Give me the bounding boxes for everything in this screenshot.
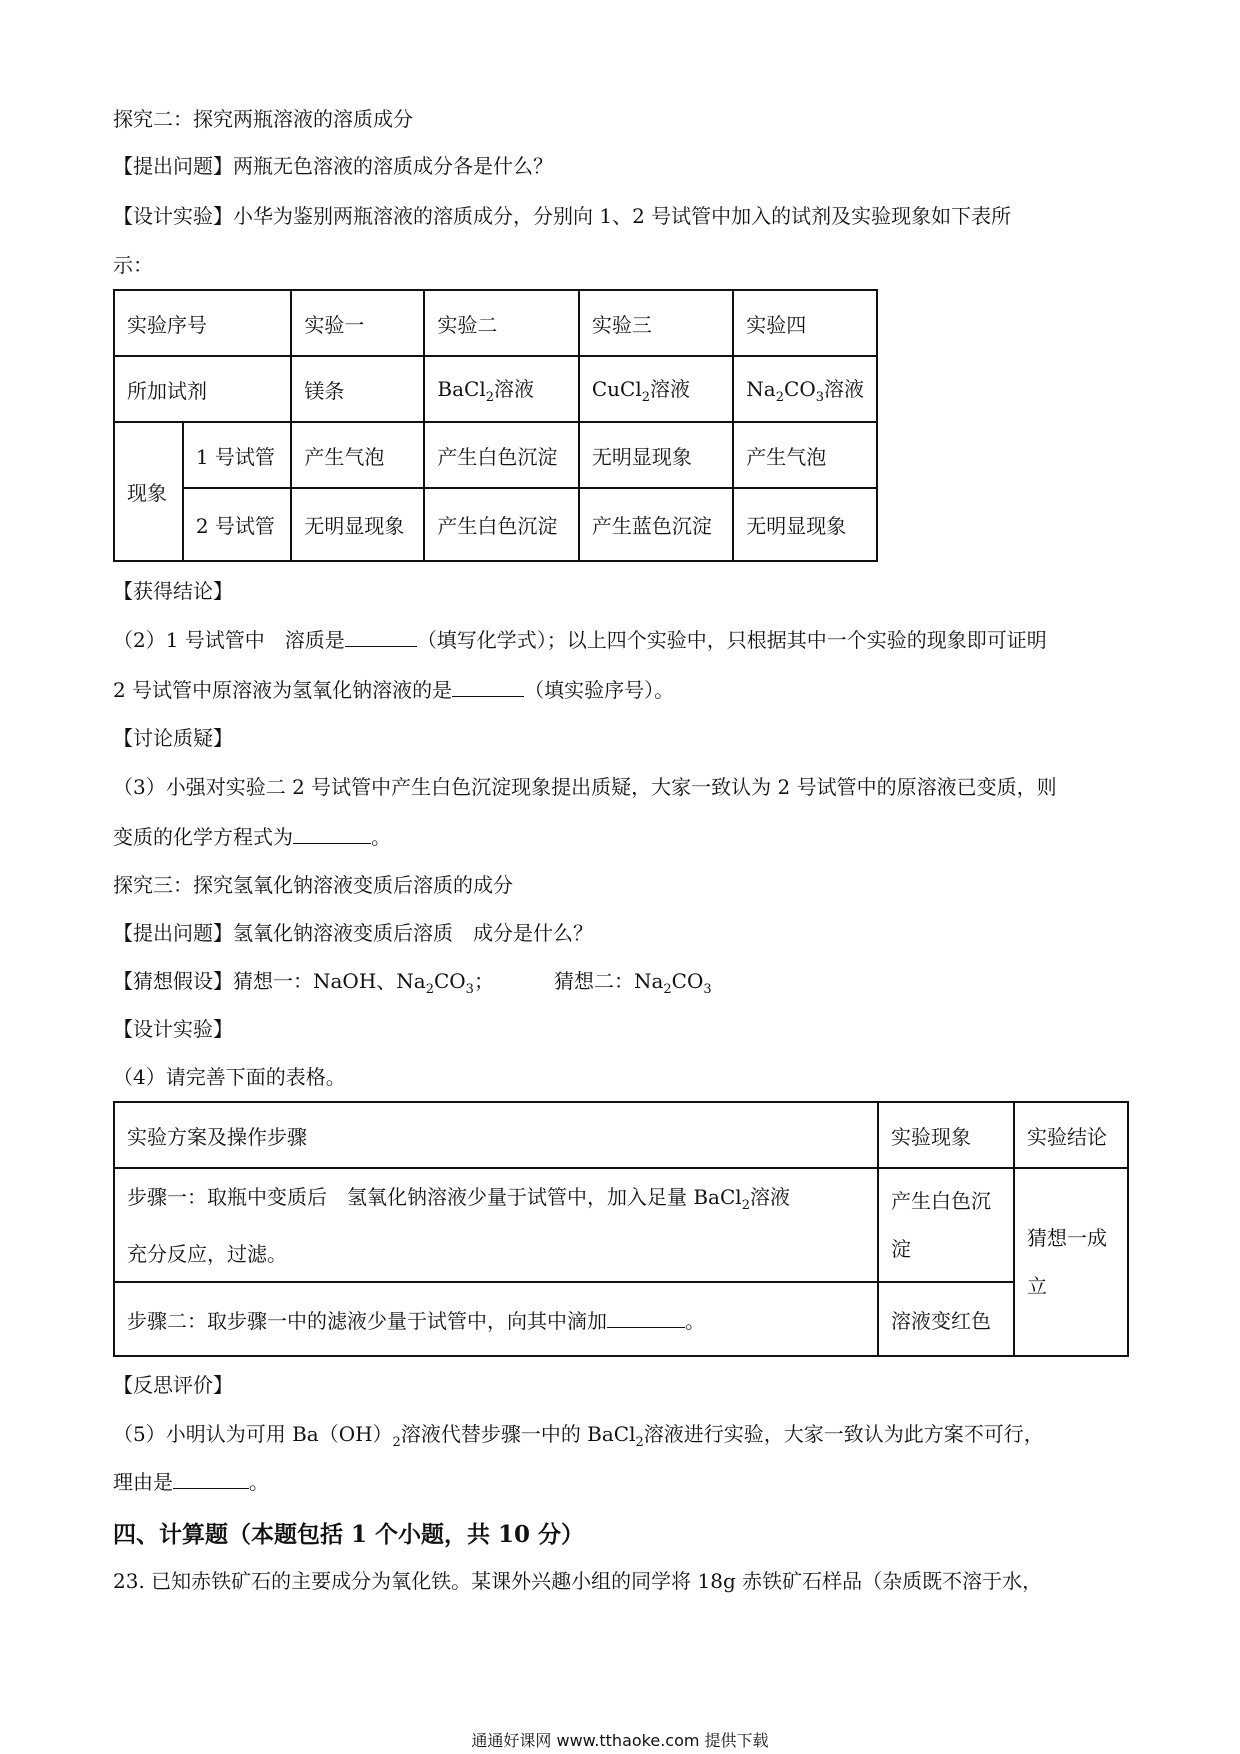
table-cell: 所加试剂 (114, 356, 291, 422)
question-3: （3）小强对实验二 2 号试管中产生白色沉淀现象提出质疑，大家一致认为 2 号试管中的原溶液已变质，则 (113, 775, 1057, 799)
answer-blank[interactable] (293, 825, 371, 844)
table-cell: $Na_2CO_3$溶液 (733, 356, 877, 422)
table-cell: 步骤二：取步骤一中的滤液少量于试管中，向其中滴加 。 (114, 1282, 878, 1356)
answer-blank[interactable] (452, 678, 524, 697)
conclusion-heading: 【获得结论】 (113, 579, 233, 603)
heading-inquiry-2: 探究二：探究两瓶溶液的溶质成分 (113, 107, 413, 131)
question-5: （5）小明认为可用 $Ba(OH)_2$溶液代替步骤一中的 BaCl$_2$溶液进行实验，大家一致认为此方案不可行， (113, 1422, 1044, 1450)
table-cell: 步骤一：取瓶中变质后 氢氧化钠溶液少量于试管中，加入足量 BaCl$_2$溶液 充分反应，过滤。 (114, 1168, 878, 1282)
answer-blank[interactable] (173, 1470, 249, 1489)
table-cell: 镁条 (291, 356, 424, 422)
discussion-heading: 【讨论质疑】 (113, 726, 233, 750)
table-cell: 1 号试管 (183, 422, 292, 488)
design-line-cont: 示： (113, 253, 153, 277)
design-line: 【设计实验】小华为鉴别两瓶溶液的溶质成分，分别向 1、2 号试管中加入的试剂及实验现象如下表所 (113, 204, 1012, 228)
table-cell: 现象 (114, 422, 183, 561)
table-cell: CuCl$_2$溶液 (579, 356, 733, 422)
table-header: 实验方案及操作步骤 (114, 1102, 878, 1168)
table-cell: 无明显现象 (291, 488, 424, 561)
table-cell: 2 号试管 (183, 488, 292, 561)
question-2: （2）1 号试管中 溶质是 （填写化学式）；以上四个实验中，只根据其中一个实验的现象即可证明 (113, 628, 1047, 652)
hypothesis-line: 【猜想假设】猜想一：NaOH、$Na_2CO_3$； 猜想二：$Na_2CO_3$ (113, 969, 712, 997)
question-23: 23. 已知赤铁矿石的主要成分为氧化铁。某课外兴趣小组的同学将 18g 赤铁矿石样品（杂质既不溶于水， (113, 1569, 1043, 1593)
question-line: 【提出问题】两瓶无色溶液的溶质成分各是什么？ (113, 154, 553, 178)
answer-blank[interactable] (607, 1309, 685, 1328)
question-4: （4）请完善下面的表格。 (113, 1065, 346, 1089)
question-5-cont: 理由是 。 (113, 1470, 269, 1494)
section-title: 四、计算题（本题包括 1 个小题，共 10 分） (113, 1521, 585, 1548)
table-cell: 无明显现象 (579, 422, 733, 488)
reflection-heading: 【反思评价】 (113, 1373, 233, 1397)
experiment-table-1 (113, 289, 878, 562)
table-cell: 产生蓝色沉淀 (579, 488, 733, 561)
table-header: 实验三 (579, 290, 733, 356)
table-header: 实验一 (291, 290, 424, 356)
table-header: 实验四 (733, 290, 877, 356)
table-header: 实验二 (424, 290, 578, 356)
answer-blank[interactable] (345, 628, 417, 647)
table-header: 实验序号 (114, 290, 291, 356)
table-cell: 产生气泡 (291, 422, 424, 488)
question-2-cont: 2 号试管中原溶液为氢氧化钠溶液的是 （填实验序号）。 (113, 678, 675, 702)
table-header: 实验现象 (878, 1102, 1014, 1168)
table-cell: BaCl$_2$溶液 (424, 356, 578, 422)
table-header: 实验结论 (1014, 1102, 1128, 1168)
question-3-cont: 变质的化学方程式为 。 (113, 825, 391, 849)
footer-watermark: 通通好课网 www.tthaoke.com 提供下载 (471, 1731, 769, 1750)
experiment-table-2 (113, 1101, 1129, 1357)
table-cell: 溶液变红色 (878, 1282, 1014, 1356)
table-cell: 产生白色沉淀 (424, 488, 578, 561)
table-cell: 无明显现象 (733, 488, 877, 561)
question-line-3: 【提出问题】氢氧化钠溶液变质后溶质 成分是什么？ (113, 921, 593, 945)
table-cell: 产生白色沉淀 (424, 422, 578, 488)
table-cell: 产生气泡 (733, 422, 877, 488)
heading-inquiry-3: 探究三：探究氢氧化钠溶液变质后溶质的成分 (113, 873, 513, 897)
design-heading: 【设计实验】 (113, 1017, 233, 1041)
table-cell: 猜想一成 立 (1014, 1168, 1128, 1356)
table-cell: 产生白色沉 淀 (878, 1168, 1014, 1282)
